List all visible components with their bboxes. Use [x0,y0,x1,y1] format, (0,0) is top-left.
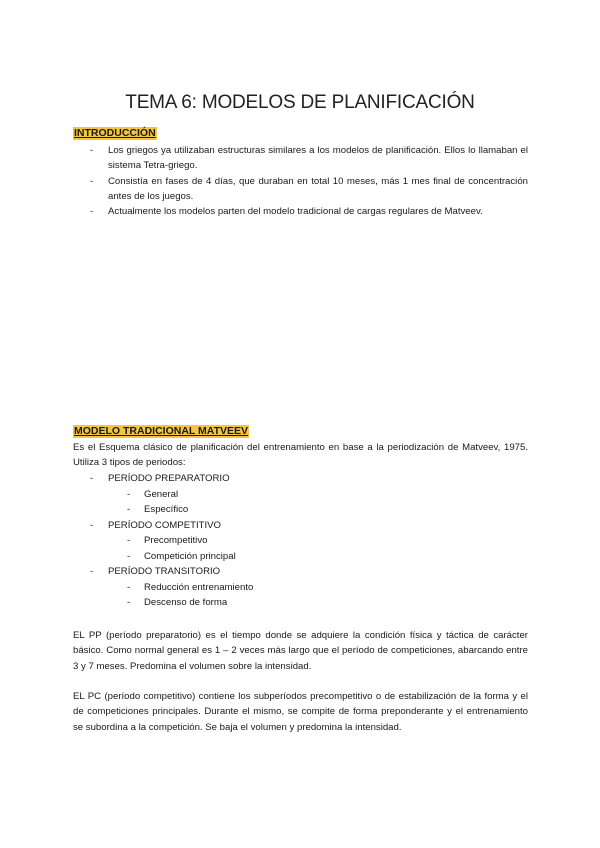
period-name: PERÍODO TRANSITORIO [108,566,221,577]
period-name: PERÍODO COMPETITIVO [108,519,222,531]
section-heading-introduccion: INTRODUCCIÓN [74,127,156,139]
list-item [73,204,528,219]
subperiod-item [73,487,528,503]
bullet-dash: - [90,519,94,531]
period-name: PERÍODO PREPARATORIO [108,473,230,484]
list-item-text: Actualmente los modelos parten del modelo tradicional de cargas regulares de Matveev. [108,206,483,218]
period-item [73,518,528,534]
subperiod-item [73,549,528,565]
pp-paragraph: EL PP (período preparatorio) es el tiempo donde se adquiere la condición física y táctica de carácter básico. Como normal general es 1 – 2 veces más largo que el período de competiciones, abarcando entre 3 y 7 meses. Predomina el volumen sobre la intensidad. [73,630,528,672]
bullet-dash: - [90,175,94,187]
list-item-text: Los griegos ya utilizaban estructuras similares a los modelos de planificación. Ellos lo llamaban el sistema Tetra-griego. [108,145,528,172]
subperiod-item [73,502,528,518]
list-item [73,143,528,174]
matveev-intro-paragraph: Es el Esquema clásico de planificación del entrenamiento en base a la periodización de Matveev, 1975. Utiliza 3 tipos de periodos: [73,442,528,469]
page-title: TEMA 6: MODELOS DE PLANIFICACIÓN [125,92,475,113]
bullet-dash: - [90,473,94,484]
subperiod-item [73,595,528,611]
bullet-dash: - [127,535,131,546]
subperiod-name: Descenso de forma [144,597,228,608]
bullet-dash: - [127,504,131,515]
introduccion-list [73,143,528,219]
subperiod-name: Específico [144,504,189,515]
bullet-dash: - [90,145,94,156]
subperiod-item [73,580,528,596]
bullet-dash: - [127,597,131,608]
subperiod-name: General [144,488,179,500]
subperiod-name: Precompetitivo [144,535,208,546]
periods-list [73,471,528,611]
bullet-dash: - [127,550,131,562]
subperiod-name: Competición principal [144,550,236,562]
period-item [73,564,528,580]
bullet-dash: - [90,566,94,577]
subperiod-name: Reducción entrenamiento [144,581,254,593]
list-item [73,174,528,205]
pc-paragraph: EL PC (período competitivo) contiene los subperíodos precompetitivo o de estabilización de la forma y el de competiciones principales. Durante el mismo, se compite de forma preponderante y el entrenamiento se subordina a la competición. Se baja el volumen y predomina la intensidad. [73,691,528,733]
subperiod-item [73,533,528,549]
bullet-dash: - [90,206,94,218]
section-heading-matveev: MODELO TRADICIONAL MATVEEV [74,425,249,437]
bullet-dash: - [127,581,131,593]
period-item [73,471,528,487]
list-item-text: Consistía en fases de 4 días, que duraban en total 10 meses, más 1 mes final de concentración antes de los juegos. [108,175,528,202]
bullet-dash: - [127,488,131,500]
